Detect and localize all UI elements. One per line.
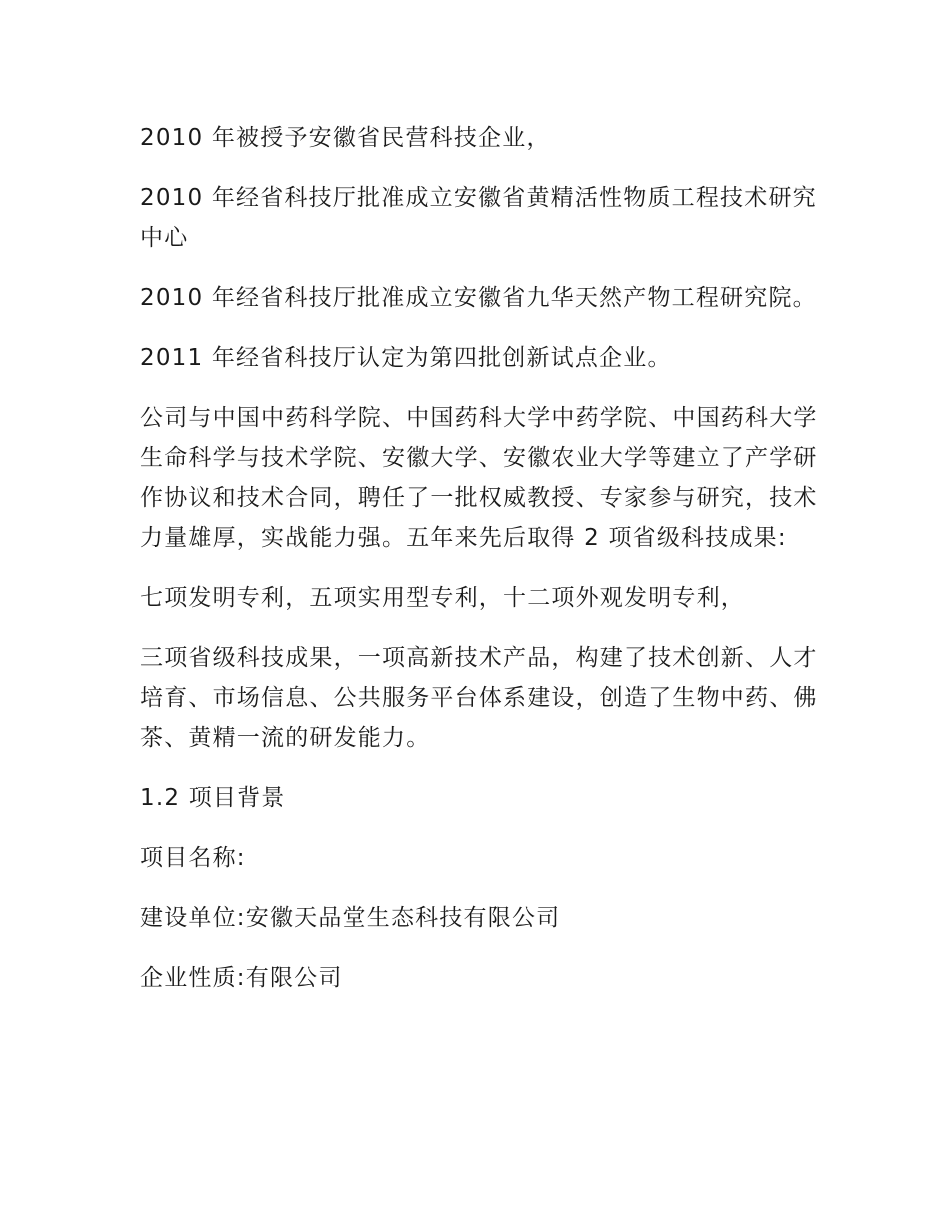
- field-enterprise-nature: 企业性质:有限公司: [140, 965, 343, 991]
- document-page: [140, 118, 820, 1018]
- field-construction-unit: 建设单位:安徽天品堂生态科技有限公司: [140, 905, 561, 931]
- paragraph-patents: 七项发明专利，五项实用型专利，十二项外观发明专利，: [140, 585, 745, 611]
- paragraph-pilot-enterprise-2011: 2011 年经省科技厅认定为第四批创新试点企业。: [140, 345, 672, 371]
- paragraph-achievements: 三项省级科技成果，一项高新技术产品，构建了技术创新、人才培育、市场信息、公共服务平台体系建设，创造了生物中药、佛茶、黄精一流的研发能力。: [140, 645, 818, 751]
- section-heading-project-background: 1.2 项目背景: [140, 785, 286, 811]
- field-project-name: 项目名称:: [140, 845, 246, 871]
- paragraph-research-center-2010: 2010 年经省科技厅批准成立安徽省黄精活性物质工程技术研究中心: [140, 185, 817, 251]
- paragraph-cooperation: 公司与中国中药科学院、中国药科大学中药学院、中国药科大学生命科学与技术学院、安徽大学、安徽农业大学等建立了产学研作协议和技术合同，聘任了一批权威教授、专家参与研究，技术力量雄厚，实战能力强。五年来先后取得 2 项省级科技成果:: [140, 405, 818, 551]
- paragraph-research-institute-2010: 2010 年经省科技厅批准成立安徽省九华天然产物工程研究院。: [140, 285, 817, 311]
- paragraph-award-2010: 2010 年被授予安徽省民营科技企业，: [140, 125, 551, 151]
